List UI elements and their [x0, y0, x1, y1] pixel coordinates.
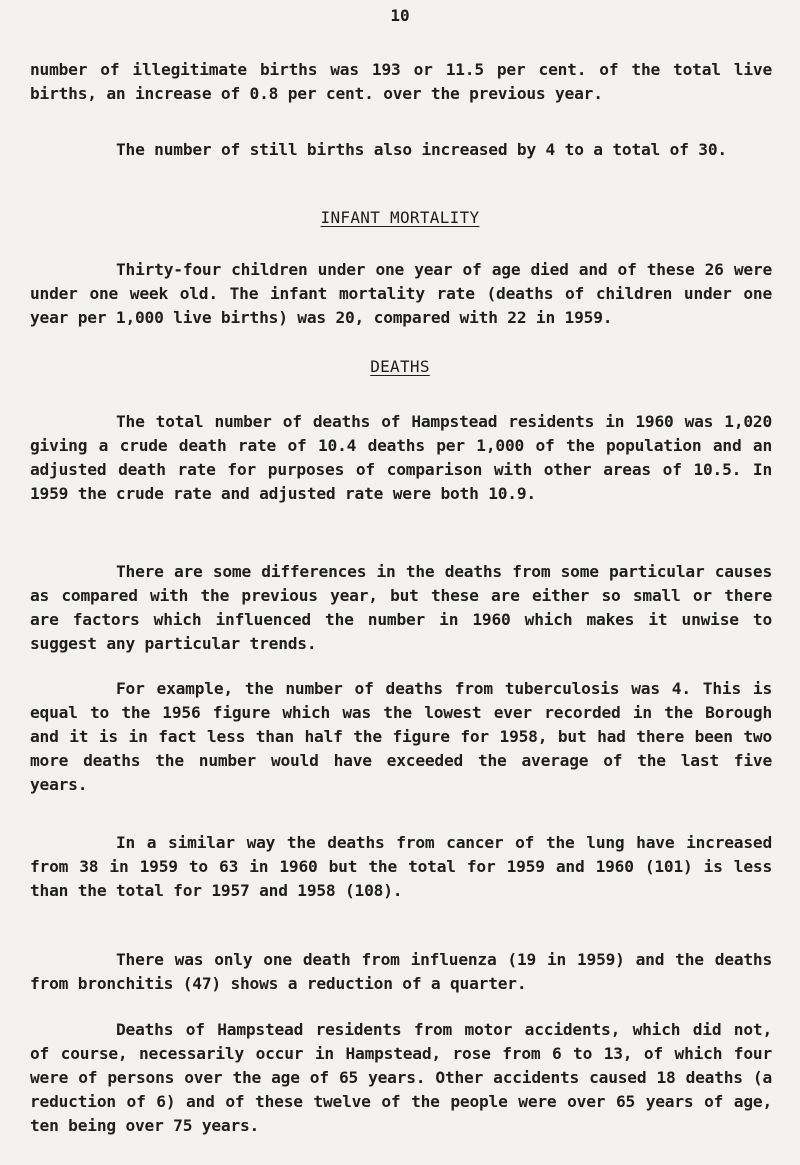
paragraph-differences: There are some differences in the deaths from some particular causes as compared with the previous year, but these are either so small or there are factors which influenced the number in 1960 which makes it unwise to suggest any particular trends.	[30, 562, 772, 653]
heading-deaths	[0, 357, 800, 376]
paragraph-influenza-bronchitis: There was only one death from influenza (19 in 1959) and the deaths from bronchitis (47) shows a reduction of a quarter.	[30, 950, 772, 993]
paragraph-accidents: Deaths of Hampstead residents from motor accidents, which did not, of course, necessarily occur in Hampstead, rose from 6 to 13, of which four were of persons over the age of 65 years. Other accidents caused 18 deaths (a reduction of 6) and of these twelve of the people were over 65 years of age, ten being over 75 years.	[30, 1020, 772, 1135]
paragraph-tuberculosis: For example, the number of deaths from tuberculosis was 4. This is equal to the 1956 figure which was the lowest ever recorded in the Borough and it is in fact less than half the figure for 1958, but had there been two more deaths the number would have exceeded the average of the last five years.	[30, 679, 772, 794]
paragraph-total-deaths: The total number of deaths of Hampstead residents in 1960 was 1,020 giving a crude death rate of 10.4 deaths per 1,000 of the population and an adjusted death rate for purposes of comparison with other areas of 10.5. In 1959 the crude rate and adjusted rate were both 10.9.	[30, 412, 772, 503]
heading-infant-mortality	[0, 208, 800, 227]
paragraph-still-births: The number of still births also increased by 4 to a total of 30.	[116, 140, 727, 159]
paragraph-illegitimate-births: number of illegitimate births was 193 or 11.5 per cent. of the total live births, an increase of 0.8 per cent. over the previous year.	[30, 60, 772, 103]
heading-deaths-text: DEATHS	[370, 357, 430, 376]
paragraph-infant-mortality: Thirty-four children under one year of age died and of these 26 were under one week old. The infant mortality rate (deaths of children under one year per 1,000 live births) was 20, compared with 22 in 1959.	[30, 260, 772, 327]
page-number: 10	[390, 6, 410, 25]
paragraph-lung-cancer: In a similar way the deaths from cancer of the lung have increased from 38 in 1959 to 63 in 1960 but the total for 1959 and 1960 (101) is less than the total for 1957 and 1958 (108).	[30, 833, 772, 900]
heading-infant-mortality-text: INFANT MORTALITY	[320, 208, 480, 227]
